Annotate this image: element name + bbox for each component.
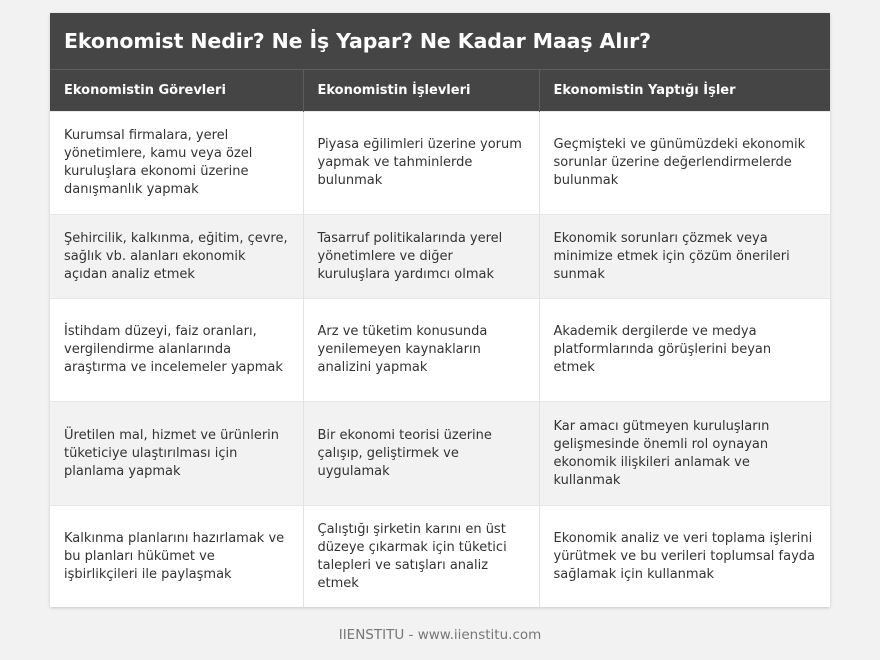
content-card bbox=[50, 13, 830, 607]
duties-table bbox=[50, 69, 830, 607]
column-header-tasks: Ekonomistin Yaptığı İşler bbox=[539, 70, 830, 112]
table-cell: Ekonomik analiz ve veri toplama işlerini yürütmek ve bu verileri toplumsal fayda sağlamak için kullanmak bbox=[539, 506, 830, 608]
table-cell: Şehircilik, kalkınma, eğitim, çevre, sağlık vb. alanları ekonomik açıdan analiz etmek bbox=[50, 215, 303, 299]
column-header-duties: Ekonomistin Görevleri bbox=[50, 70, 303, 112]
footer-credit: IIENSTITU - www.iienstitu.com bbox=[338, 627, 542, 643]
table-cell: Üretilen mal, hizmet ve ürünlerin tüketiciye ulaştırılması için planlama yapmak bbox=[50, 402, 303, 506]
table-cell: Kalkınma planlarını hazırlamak ve bu planları hükümet ve işbirlikçileri ile paylaşmak bbox=[50, 506, 303, 608]
table-row bbox=[50, 506, 830, 608]
table-row bbox=[50, 112, 830, 215]
title-bar bbox=[50, 13, 830, 69]
table-row bbox=[50, 402, 830, 506]
column-header-functions: Ekonomistin İşlevleri bbox=[303, 70, 539, 112]
page-title: Ekonomist Nedir? Ne İş Yapar? Ne Kadar Maaş Alır? bbox=[64, 29, 651, 53]
table-cell: Tasarruf politikalarında yerel yönetimlere ve diğer kuruluşlara yardımcı olmak bbox=[303, 215, 539, 299]
table-cell: Ekonomik sorunları çözmek veya minimize etmek için çözüm önerileri sunmak bbox=[539, 215, 830, 299]
table-cell: Arz ve tüketim konusunda yenilemeyen kaynakların analizini yapmak bbox=[303, 299, 539, 402]
table-cell: Çalıştığı şirketin karını en üst düzeye çıkarmak için tüketici talepleri ve satışları analiz etmek bbox=[303, 506, 539, 608]
table-cell: Bir ekonomi teorisi üzerine çalışıp, geliştirmek ve uygulamak bbox=[303, 402, 539, 506]
table-cell: İstihdam düzeyi, faiz oranları, vergilendirme alanlarında araştırma ve incelemeler yapmak bbox=[50, 299, 303, 402]
table-cell: Geçmişteki ve günümüzdeki ekonomik sorunlar üzerine değerlendirmelerde bulunmak bbox=[539, 112, 830, 215]
table-cell: Kurumsal firmalara, yerel yönetimlere, kamu veya özel kuruluşlara ekonomi üzerine danışmanlık yapmak bbox=[50, 112, 303, 215]
table-cell: Piyasa eğilimleri üzerine yorum yapmak ve tahminlerde bulunmak bbox=[303, 112, 539, 215]
table-row bbox=[50, 215, 830, 299]
table-cell: Kar amacı gütmeyen kuruluşların gelişmesinde önemli rol oynayan ekonomik ilişkileri anlamak ve kullanmak bbox=[539, 402, 830, 506]
table-cell: Akademik dergilerde ve medya platformlarında görüşlerini beyan etmek bbox=[539, 299, 830, 402]
table-row bbox=[50, 299, 830, 402]
table-header-row bbox=[50, 70, 830, 112]
